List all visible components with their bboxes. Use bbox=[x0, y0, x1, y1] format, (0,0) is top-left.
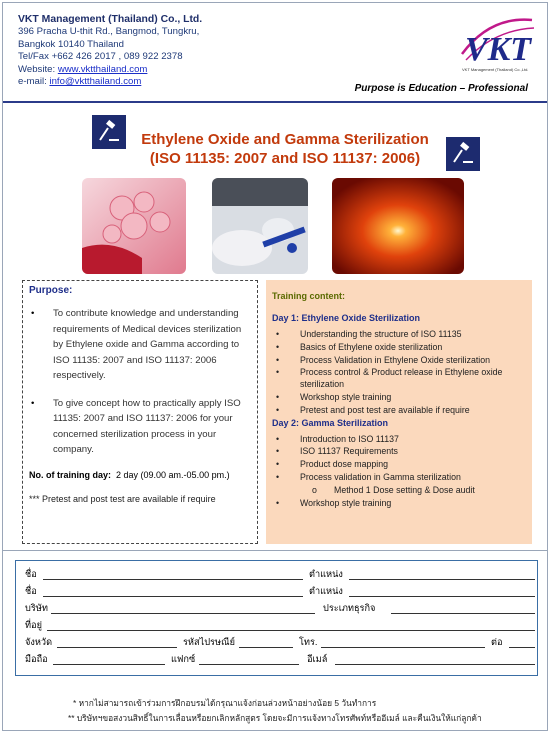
postcode-field[interactable] bbox=[239, 647, 293, 648]
day2-item: • Workshop style training bbox=[272, 498, 526, 510]
label-postcode: รหัสไปรษณีย์ bbox=[183, 637, 235, 647]
website-label: Website: bbox=[18, 63, 58, 75]
company-field[interactable] bbox=[51, 613, 315, 614]
province-field[interactable] bbox=[57, 647, 177, 648]
logo-text: VKT bbox=[464, 31, 532, 68]
purpose-item: • To give concept how to practically apply ISO 11135: 2007 and ISO 11137: 2006 for your concerned sterilization process in your company. bbox=[29, 396, 251, 458]
form-row-4 bbox=[25, 618, 535, 632]
day1-item: • Understanding the structure of ISO 11135 bbox=[272, 329, 526, 341]
purpose-item: • To contribute knowledge and understanding requirements of Medical devices sterilization by Ethylene oxide and Gamma according to ISO 11135: 2007 and ISO 11137: 2006 respectively. bbox=[29, 306, 251, 384]
photo-blood-cells bbox=[82, 178, 186, 274]
day1-item: • Process Validation in Ethylene Oxide sterilization bbox=[272, 355, 526, 367]
company-name: VKT Management (Thailand) Co., Ltd. bbox=[18, 14, 203, 25]
label-mobile: มือถือ bbox=[25, 654, 48, 664]
training-title: Training content: bbox=[272, 291, 345, 301]
day2-item: • ISO 11137 Requirements bbox=[272, 446, 526, 458]
tel-field[interactable] bbox=[321, 647, 485, 648]
training-days bbox=[29, 470, 251, 480]
day2-item: • Process validation in Gamma sterilization bbox=[272, 472, 526, 484]
label-ext: ต่อ bbox=[491, 637, 503, 647]
label-position: ตำแหน่ง bbox=[309, 569, 343, 579]
section-divider bbox=[3, 550, 547, 551]
form-row-6 bbox=[25, 652, 535, 666]
label-province: จังหวัด bbox=[25, 637, 53, 647]
position-field-1[interactable] bbox=[349, 579, 535, 580]
training-days-label: No. of training day: bbox=[29, 469, 111, 480]
day1-item: • Basics of Ethylene oxide sterilization bbox=[272, 342, 526, 354]
form-row-1 bbox=[25, 567, 535, 581]
email-label: e-mail: bbox=[18, 76, 50, 88]
slogan: Purpose is Education – Professional bbox=[354, 83, 528, 94]
day2-subitem: o Method 1 Dose setting & Dose audit bbox=[272, 485, 526, 497]
form-row-5 bbox=[25, 635, 535, 649]
address-field[interactable] bbox=[47, 630, 535, 631]
purpose-list bbox=[29, 306, 251, 458]
title-line-1: Ethylene Oxide and Gamma Sterilization bbox=[141, 131, 429, 148]
label-fax: แฟกซ์ bbox=[171, 654, 196, 664]
note-1: * หากไม่สามารถเข้าร่วมการฝึกอบรมได้กรุณาแจ้งก่อนล่วงหน้าอย่างน้อย 5 วันทำการ bbox=[73, 698, 377, 708]
label-position-2: ตำแหน่ง bbox=[309, 586, 343, 596]
day2-item: • Introduction to ISO 11137 bbox=[272, 434, 526, 446]
label-email: อีเมล์ bbox=[307, 654, 328, 664]
day1-item: • Pretest and post test are available if require bbox=[272, 405, 526, 417]
label-name-2: ชื่อ bbox=[25, 586, 37, 596]
registration-form bbox=[15, 560, 538, 676]
title-line-2: (ISO 11135: 2007 and ISO 11137: 2006) bbox=[149, 150, 421, 167]
day2-list bbox=[272, 434, 526, 510]
note-2: ** บริษัทฯขอสงวนสิทธิ์ในการเลื่อนหรือยกเลิกหลักสูตร โดยจะมีการแจ้งทางโทรศัพท์หรืออีเมล์ และคืนเงินให้แก่ลูกค้า bbox=[68, 713, 482, 723]
address-line-2: Bangkok 10140 Thailand bbox=[18, 38, 124, 50]
photo-lab-gloves bbox=[212, 178, 308, 274]
form-row-2 bbox=[25, 584, 535, 598]
day2-item: • Product dose mapping bbox=[272, 459, 526, 471]
label-business: ประเภทธุรกิจ bbox=[323, 603, 376, 613]
form-row-3 bbox=[25, 601, 535, 615]
label-tel: โทร. bbox=[299, 637, 318, 647]
purpose-box bbox=[22, 280, 258, 544]
email-row bbox=[18, 76, 338, 88]
header-divider bbox=[3, 101, 547, 103]
website-row bbox=[18, 64, 338, 76]
fax-field[interactable] bbox=[199, 664, 299, 665]
logo-subtitle: VKT Management (Thailand) Co.,Ltd. bbox=[462, 67, 529, 72]
email-link[interactable]: info@vktthailand.com bbox=[49, 76, 142, 88]
training-content-box bbox=[266, 280, 532, 544]
label-address: ที่อยู่ bbox=[25, 620, 42, 630]
purpose-title: Purpose: bbox=[29, 285, 73, 296]
ext-field[interactable] bbox=[509, 647, 535, 648]
day1-item: • Workshop style training bbox=[272, 392, 526, 404]
day2-title: Day 2: Gamma Sterilization bbox=[272, 417, 389, 428]
company-info bbox=[18, 14, 338, 88]
day1-title: Day 1: Ethylene Oxide Sterilization bbox=[272, 313, 421, 323]
page-title bbox=[120, 130, 450, 168]
position-field-2[interactable] bbox=[349, 596, 535, 597]
name-field-2[interactable] bbox=[43, 596, 303, 597]
gavel-icon-right bbox=[446, 137, 480, 171]
label-company: บริษัท bbox=[25, 603, 48, 613]
mobile-field[interactable] bbox=[53, 664, 165, 665]
pretest-note: *** Pretest and post test are available if require bbox=[29, 493, 216, 504]
day1-item: • Process control & Product release in Ethylene oxide sterilization bbox=[272, 367, 526, 391]
business-type-field[interactable] bbox=[391, 613, 535, 614]
training-days-value: 2 day (09.00 am.-05.00 pm.) bbox=[116, 469, 230, 480]
photo-radiation-glow bbox=[332, 178, 464, 274]
email-field[interactable] bbox=[335, 664, 535, 665]
tel-fax: Tel/Fax +662 426 2017 , 089 922 2378 bbox=[18, 51, 183, 63]
address-line-1: 396 Pracha U-thit Rd., Bangmod, Tungkru, bbox=[18, 26, 200, 38]
label-name: ชื่อ bbox=[25, 569, 37, 579]
footer-notes bbox=[68, 696, 482, 726]
website-link[interactable]: www.vktthailand.com bbox=[57, 63, 148, 75]
day1-list bbox=[272, 329, 526, 417]
name-field-1[interactable] bbox=[43, 579, 303, 580]
